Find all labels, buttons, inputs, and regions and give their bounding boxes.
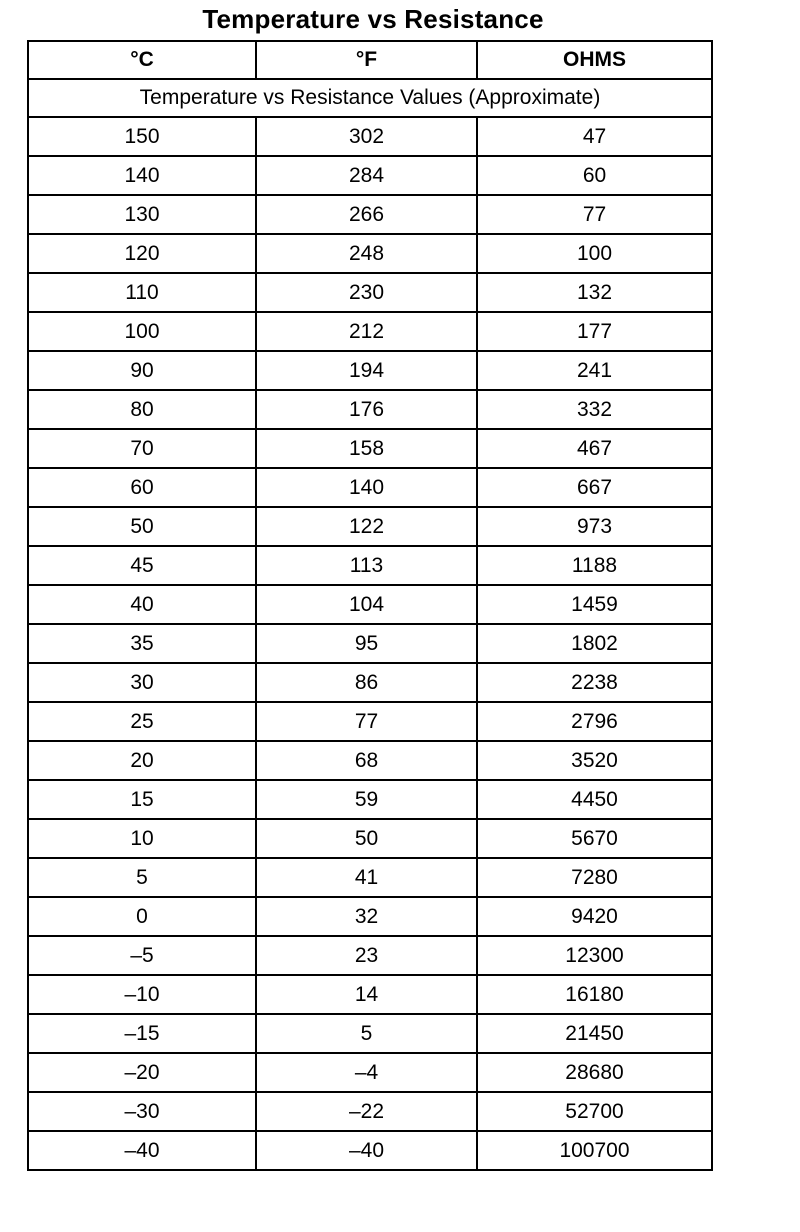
cell-celsius: –40 (28, 1131, 256, 1170)
table-row (28, 468, 712, 507)
cell-fahrenheit: 77 (256, 702, 477, 741)
table-row (28, 351, 712, 390)
cell-ohms: 52700 (477, 1092, 712, 1131)
cell-ohms: 60 (477, 156, 712, 195)
cell-celsius: 90 (28, 351, 256, 390)
cell-celsius: 100 (28, 312, 256, 351)
cell-celsius: 110 (28, 273, 256, 312)
cell-ohms: 1459 (477, 585, 712, 624)
table-row (28, 507, 712, 546)
cell-ohms: 1802 (477, 624, 712, 663)
cell-celsius: –10 (28, 975, 256, 1014)
cell-fahrenheit: 284 (256, 156, 477, 195)
cell-fahrenheit: 248 (256, 234, 477, 273)
cell-fahrenheit: –40 (256, 1131, 477, 1170)
cell-celsius: –30 (28, 1092, 256, 1131)
table-row (28, 858, 712, 897)
cell-celsius: 10 (28, 819, 256, 858)
cell-ohms: 21450 (477, 1014, 712, 1053)
cell-fahrenheit: 158 (256, 429, 477, 468)
table-row (28, 117, 712, 156)
cell-fahrenheit: 176 (256, 390, 477, 429)
cell-celsius: 35 (28, 624, 256, 663)
cell-ohms: 4450 (477, 780, 712, 819)
cell-fahrenheit: 59 (256, 780, 477, 819)
cell-celsius: 50 (28, 507, 256, 546)
cell-ohms: 973 (477, 507, 712, 546)
cell-fahrenheit: 23 (256, 936, 477, 975)
cell-ohms: 177 (477, 312, 712, 351)
cell-ohms: 3520 (477, 741, 712, 780)
column-header-fahrenheit: °F (256, 41, 477, 79)
table-row (28, 273, 712, 312)
table-row (28, 312, 712, 351)
table-row (28, 741, 712, 780)
cell-ohms: 667 (477, 468, 712, 507)
cell-ohms: 12300 (477, 936, 712, 975)
cell-ohms: 2238 (477, 663, 712, 702)
cell-fahrenheit: 50 (256, 819, 477, 858)
table-row (28, 897, 712, 936)
table-row (28, 975, 712, 1014)
cell-ohms: 77 (477, 195, 712, 234)
cell-fahrenheit: –22 (256, 1092, 477, 1131)
cell-celsius: 45 (28, 546, 256, 585)
cell-fahrenheit: 5 (256, 1014, 477, 1053)
cell-celsius: 40 (28, 585, 256, 624)
cell-fahrenheit: 122 (256, 507, 477, 546)
cell-ohms: 132 (477, 273, 712, 312)
cell-celsius: 130 (28, 195, 256, 234)
table-row (28, 936, 712, 975)
cell-fahrenheit: 32 (256, 897, 477, 936)
cell-celsius: 120 (28, 234, 256, 273)
table-row (28, 780, 712, 819)
cell-ohms: 241 (477, 351, 712, 390)
table-row (28, 156, 712, 195)
cell-ohms: 28680 (477, 1053, 712, 1092)
cell-celsius: 0 (28, 897, 256, 936)
table-row (28, 1092, 712, 1131)
table-row (28, 195, 712, 234)
cell-celsius: 80 (28, 390, 256, 429)
cell-fahrenheit: 212 (256, 312, 477, 351)
cell-fahrenheit: 86 (256, 663, 477, 702)
cell-fahrenheit: 194 (256, 351, 477, 390)
subheader-row (28, 79, 712, 117)
cell-celsius: 15 (28, 780, 256, 819)
cell-ohms: 7280 (477, 858, 712, 897)
table-row (28, 585, 712, 624)
cell-ohms: 1188 (477, 546, 712, 585)
cell-ohms: 467 (477, 429, 712, 468)
cell-ohms: 100 (477, 234, 712, 273)
cell-celsius: 20 (28, 741, 256, 780)
table-row (28, 663, 712, 702)
header-row (28, 41, 712, 79)
cell-ohms: 16180 (477, 975, 712, 1014)
cell-celsius: 30 (28, 663, 256, 702)
table-subheader: Temperature vs Resistance Values (Approximate) (28, 79, 712, 117)
cell-celsius: –5 (28, 936, 256, 975)
cell-fahrenheit: 230 (256, 273, 477, 312)
cell-celsius: –20 (28, 1053, 256, 1092)
table-row (28, 1131, 712, 1170)
cell-celsius: 60 (28, 468, 256, 507)
cell-ohms: 5670 (477, 819, 712, 858)
table-row (28, 624, 712, 663)
cell-fahrenheit: 95 (256, 624, 477, 663)
cell-ohms: 100700 (477, 1131, 712, 1170)
cell-fahrenheit: 14 (256, 975, 477, 1014)
cell-fahrenheit: 266 (256, 195, 477, 234)
table-body (28, 117, 712, 1170)
cell-fahrenheit: 68 (256, 741, 477, 780)
cell-celsius: 140 (28, 156, 256, 195)
table-row (28, 1053, 712, 1092)
temperature-resistance-table (27, 40, 713, 1171)
table-row (28, 234, 712, 273)
cell-ohms: 332 (477, 390, 712, 429)
column-header-celsius: °C (28, 41, 256, 79)
cell-ohms: 47 (477, 117, 712, 156)
table-row (28, 702, 712, 741)
cell-celsius: 70 (28, 429, 256, 468)
page-title: Temperature vs Resistance (202, 4, 544, 34)
cell-ohms: 9420 (477, 897, 712, 936)
cell-celsius: 150 (28, 117, 256, 156)
cell-fahrenheit: 140 (256, 468, 477, 507)
column-header-ohms: OHMS (477, 41, 712, 79)
cell-fahrenheit: 113 (256, 546, 477, 585)
cell-fahrenheit: 302 (256, 117, 477, 156)
cell-celsius: 25 (28, 702, 256, 741)
cell-ohms: 2796 (477, 702, 712, 741)
table-row (28, 390, 712, 429)
table-row (28, 1014, 712, 1053)
table-row (28, 819, 712, 858)
cell-fahrenheit: 41 (256, 858, 477, 897)
cell-fahrenheit: –4 (256, 1053, 477, 1092)
cell-celsius: 5 (28, 858, 256, 897)
table-row (28, 429, 712, 468)
table-row (28, 546, 712, 585)
cell-fahrenheit: 104 (256, 585, 477, 624)
cell-celsius: –15 (28, 1014, 256, 1053)
